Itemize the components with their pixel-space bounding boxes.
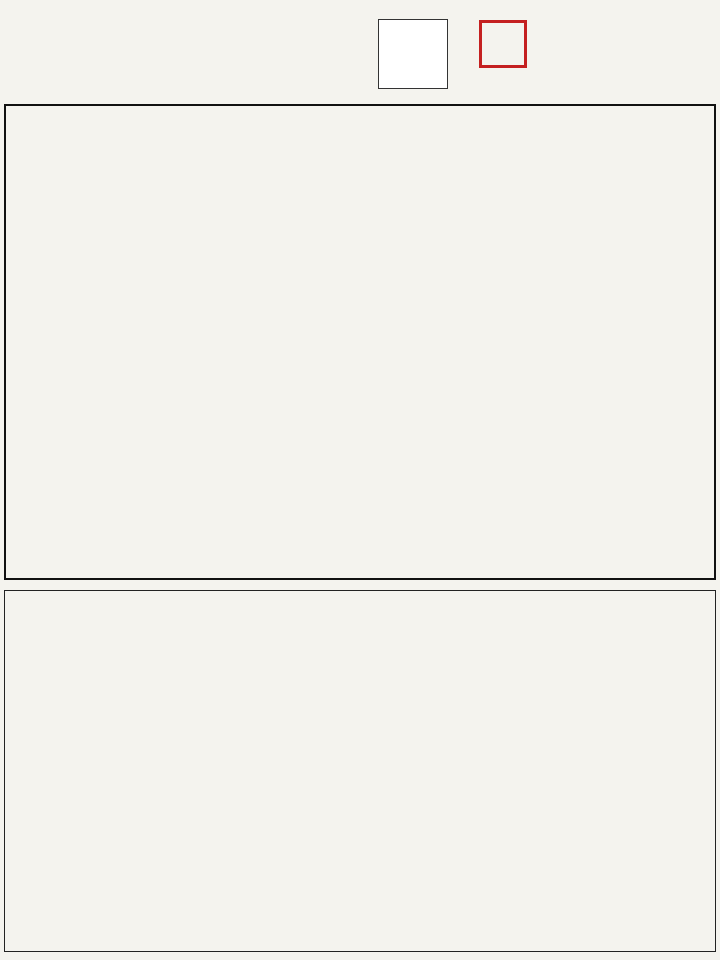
seal-stamp — [479, 20, 527, 68]
annual-luck-grid — [4, 590, 716, 952]
chart-table — [4, 104, 716, 580]
qr-code-icon — [378, 19, 448, 89]
